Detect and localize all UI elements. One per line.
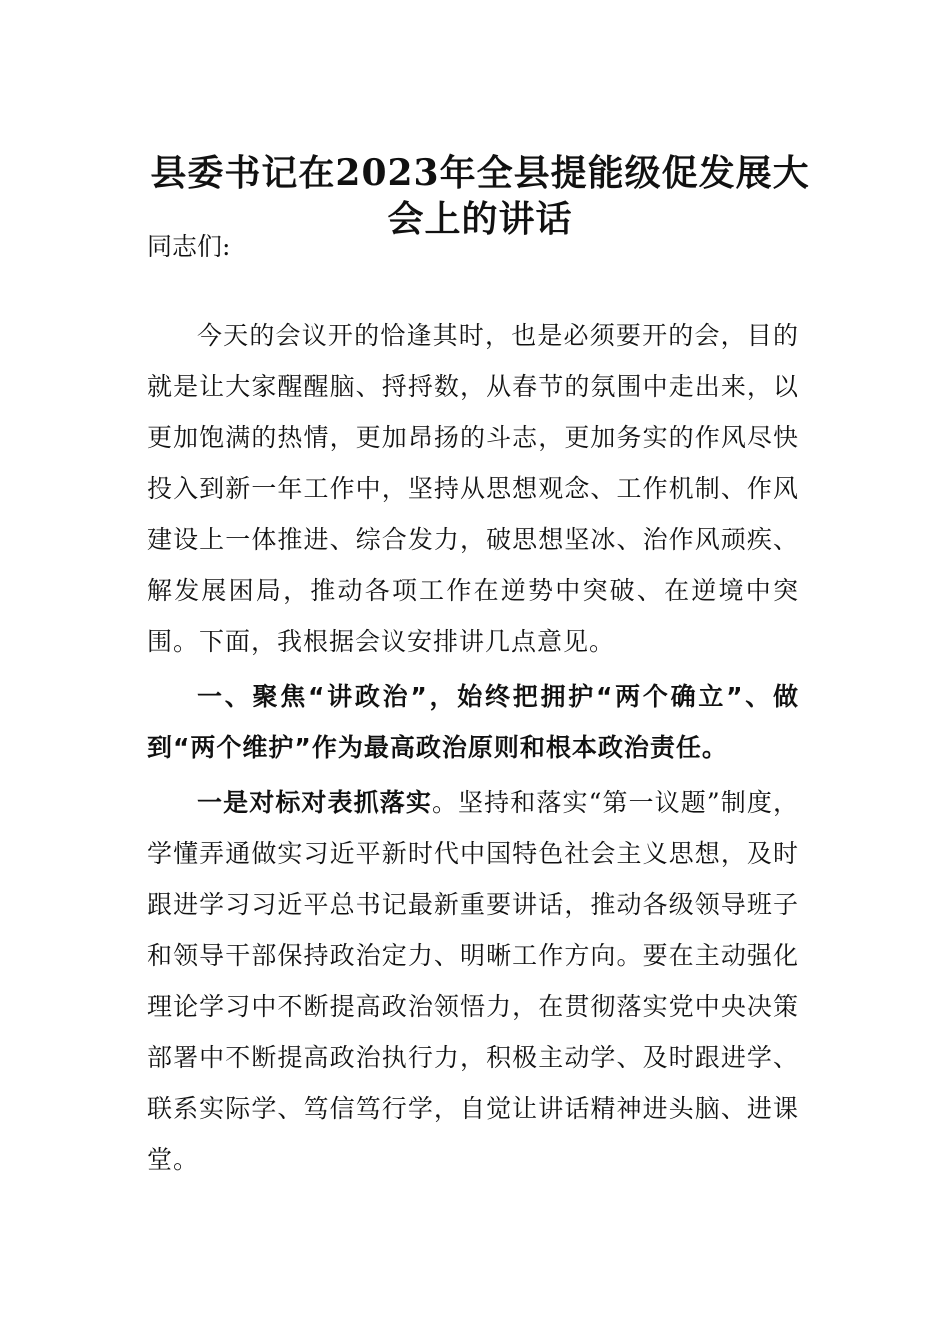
paragraph-point-1-body: 。坚持和落实“第一议题”制度，学懂弄通做实习近平新时代中国特色社会主义思想，及时跟进学习习近平总书记最新重要讲话，推动各级领导班子和领导干部保持政治定力、明晰工作方向。要在主动强化理论学习中不断提高政治领悟力，在贯彻落实党中央决策部署中不断提高政治执行力，积极主动学、及时跟进学、联系实际学、笃信笃行学，自觉让讲话精神进头脑、进课堂。	[147, 788, 799, 1174]
paragraph-intro: 今天的会议开的恰逢其时，也是必须要开的会，目的就是让大家醒醒脑、捋捋数，从春节的氛围中走出来，以更加饱满的热情，更加昂扬的斗志，更加务实的作风尽快投入到新一年工作中，坚持从思想观念、工作机制、作风建设上一体推进、综合发力，破思想坚冰、治作风顽疾、解发展困局，推动各项工作在逆势中突破、在逆境中突围。下面，我根据会议安排讲几点意见。	[147, 321, 799, 656]
salutation: 同志们:	[147, 232, 231, 261]
document-title	[140, 150, 820, 242]
paragraph-point-1	[147, 777, 799, 1185]
paragraph-point-1-lead: 一是对标对表抓落实	[197, 788, 432, 817]
title-line-1: 县委书记在2023年全县提能级促发展大	[150, 152, 810, 195]
section-heading-1: 一、聚焦“讲政治”，始终把拥护“两个确立”、做到“两个维护”作为最高政治原则和根本政治责任。	[147, 682, 799, 762]
title-line-2: 会上的讲话	[387, 198, 573, 241]
